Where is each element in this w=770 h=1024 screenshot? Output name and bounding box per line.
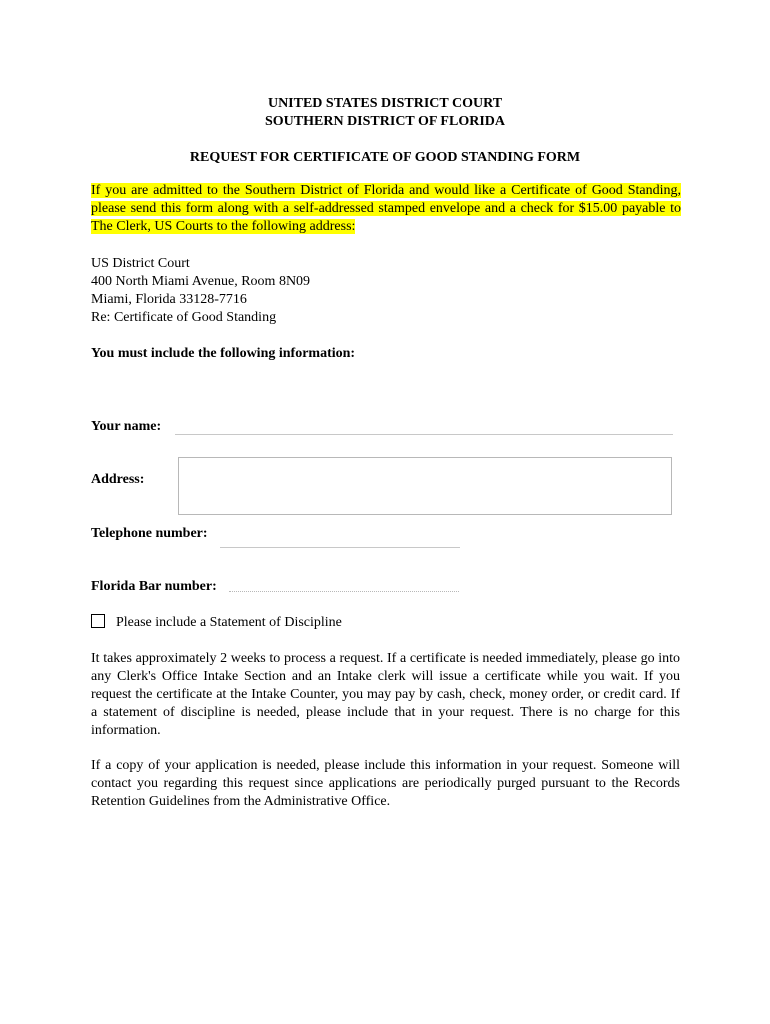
address-input[interactable]: [178, 457, 672, 515]
phone-input[interactable]: [220, 531, 460, 548]
court-name-line2: SOUTHERN DISTRICT OF FLORIDA: [265, 114, 505, 129]
mailing-address: [91, 255, 491, 327]
address-label: Address:: [91, 472, 145, 487]
name-input[interactable]: [175, 418, 673, 435]
processing-paragraph: It takes approximately 2 weeks to process a request. If a certificate is needed immediately, please go into any Clerk's Office Intake Section and an Intake clerk will issue a certificate while you wait. If you request the certificate at the Intake Counter, you may pay by cash, check, money order, or credit card. If a statement of discipline is needed, please include that in your request. There is no charge for this information.: [91, 651, 680, 738]
bar-number-label: Florida Bar number:: [91, 579, 217, 594]
court-name-line1: UNITED STATES DISTRICT COURT: [267, 96, 503, 111]
address-line-1: US District Court: [91, 256, 190, 271]
intro-highlighted-text: If you are admitted to the Southern District of Florida and would like a Certificate of Good Standing, please send this form along with a self-addressed stamped envelope and a check for $15.00 payable to The Clerk, US Courts to the following address:: [91, 183, 681, 234]
phone-label: Telephone number:: [91, 526, 208, 541]
address-line-2: 400 North Miami Avenue, Room 8N09: [91, 274, 311, 289]
address-line-3: Miami, Florida 33128-7716: [91, 292, 247, 307]
discipline-checkbox-label: Please include a Statement of Discipline: [116, 615, 342, 630]
instructions-heading: You must include the following information:: [91, 346, 356, 361]
intro-paragraph: [91, 182, 681, 236]
bar-number-input[interactable]: [229, 575, 459, 592]
form-title: REQUEST FOR CERTIFICATE OF GOOD STANDING FORM: [189, 150, 581, 165]
application-copy-paragraph: If a copy of your application is needed, please include this information in your request. Someone will contact you regarding this request since applications are periodically purged pursuant to the Records Retention Guidelines from the Administrative Office.: [91, 758, 680, 809]
address-line-4: Re: Certificate of Good Standing: [91, 310, 277, 325]
discipline-checkbox[interactable]: [91, 614, 105, 628]
name-label: Your name:: [91, 419, 162, 434]
